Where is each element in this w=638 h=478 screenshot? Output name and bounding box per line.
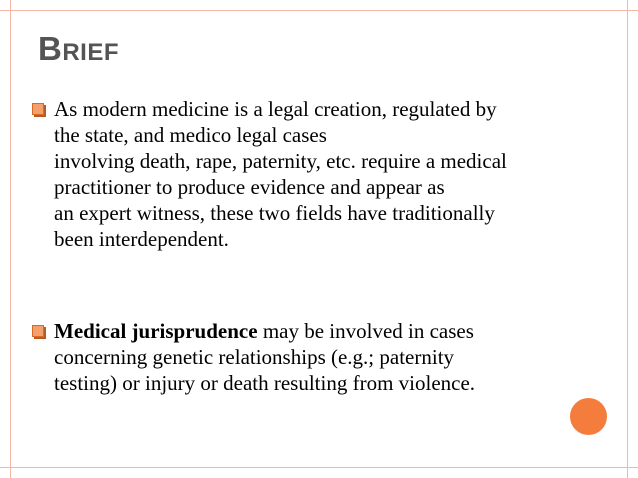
bold-term: Medical jurisprudence xyxy=(54,319,258,343)
bullet-text xyxy=(54,96,600,252)
frame-left-line xyxy=(10,0,11,478)
bullet-line: concerning genetic relationships (e.g.; paternity xyxy=(54,345,455,369)
bullet-line-rest: may be involved in cases xyxy=(257,319,474,343)
square-bullet-icon xyxy=(32,103,44,115)
bullet-line xyxy=(54,318,600,344)
bullet-text xyxy=(54,318,600,396)
bullet-line: an expert witness, these two fields have traditionally xyxy=(54,201,495,225)
square-bullet-icon xyxy=(32,325,44,337)
bullet-item-brief-1 xyxy=(32,96,600,252)
bullet-line: been interdependent. xyxy=(54,227,229,251)
bullet-line: the state, and medico legal cases xyxy=(54,123,327,147)
title-first-letter: B xyxy=(38,30,63,67)
bullet-line: As modern medicine is a legal creation, regulated by xyxy=(54,97,497,121)
bullet-line: testing) or injury or death resulting from violence. xyxy=(54,371,476,395)
title-rest: RIEF xyxy=(62,39,120,66)
frame-right-line xyxy=(627,0,628,478)
bullet-item-brief-2 xyxy=(32,318,600,396)
bullet-line: practitioner to produce evidence and appear as xyxy=(54,175,445,199)
decorative-orange-circle xyxy=(570,398,607,435)
frame-bottom-line xyxy=(0,467,638,468)
bullet-line: involving death, rape, paternity, etc. require a medical xyxy=(54,149,507,173)
slide-title xyxy=(38,30,119,68)
frame-top-line xyxy=(0,10,638,11)
